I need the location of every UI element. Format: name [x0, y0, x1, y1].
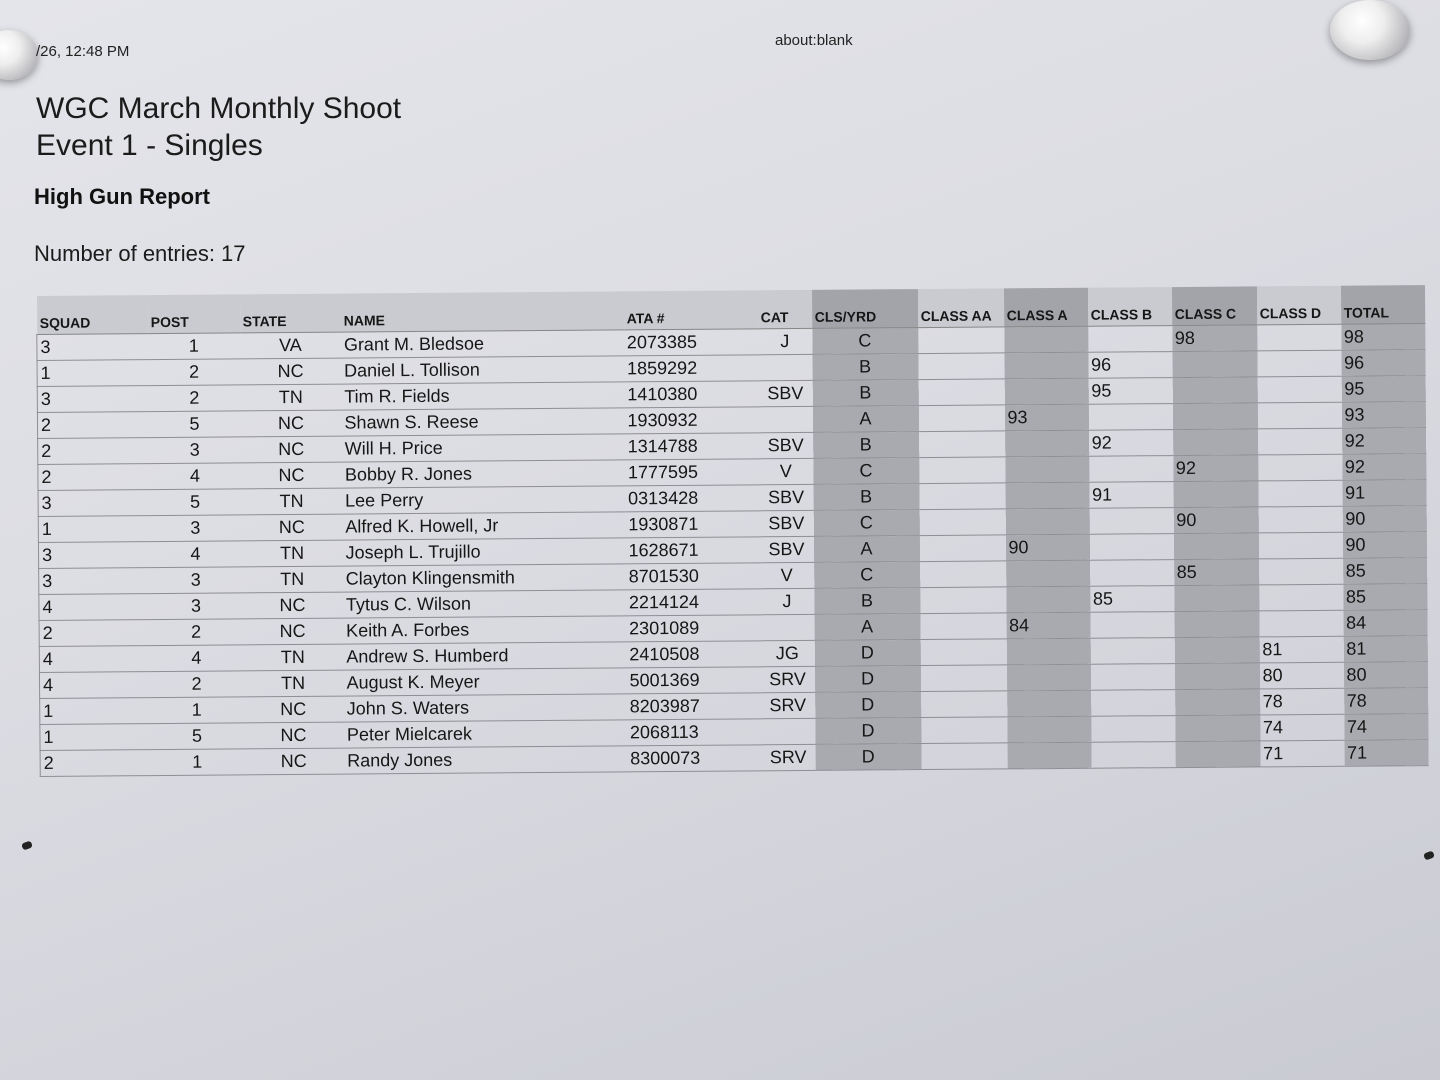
cell-class-d	[1258, 454, 1342, 481]
cell-post: 3	[150, 567, 242, 594]
cell-cls-yrd: B	[813, 484, 919, 511]
cell-class-b: 95	[1088, 378, 1172, 405]
cell-class-b	[1089, 508, 1173, 535]
col-ata: ATA #	[623, 290, 757, 330]
cell-class-c	[1173, 481, 1258, 508]
cell-class-b	[1089, 456, 1173, 483]
cell-cat	[760, 614, 814, 640]
cell-cat: SBV	[759, 484, 813, 510]
cell-name: Bobby R. Jones	[342, 460, 625, 488]
cell-total: 78	[1344, 688, 1428, 715]
cell-cat: SBV	[759, 536, 813, 562]
cell-cls-yrd: A	[814, 614, 920, 641]
print-datetime: /26, 12:48 PM	[36, 43, 130, 60]
cell-ata: 2410508	[626, 641, 760, 668]
cell-post: 2	[150, 671, 242, 698]
cell-name: Alfred K. Howell, Jr	[342, 512, 625, 540]
cell-name: Randy Jones	[344, 746, 627, 774]
cell-class-aa	[921, 743, 1007, 770]
cell-squad: 3	[37, 386, 148, 413]
entries-count: 17	[220, 241, 246, 266]
cell-cat: SBV	[759, 432, 813, 458]
cell-class-aa	[920, 587, 1006, 614]
cell-class-aa	[918, 327, 1004, 354]
cell-class-d	[1258, 428, 1342, 455]
cell-state: NC	[242, 592, 343, 619]
cell-name: Clayton Klingensmith	[343, 564, 626, 592]
cell-class-a	[1004, 352, 1088, 379]
cell-class-aa	[918, 405, 1004, 432]
cell-total: 81	[1343, 636, 1427, 663]
cell-total: 95	[1341, 376, 1425, 403]
cell-cls-yrd: B	[814, 588, 920, 615]
cell-cls-yrd: C	[813, 510, 919, 537]
cell-class-c	[1174, 663, 1259, 690]
cell-class-d	[1259, 584, 1343, 611]
cell-class-a	[1006, 638, 1090, 665]
cell-class-c	[1172, 403, 1257, 430]
cell-class-a: 90	[1005, 534, 1089, 561]
cell-state: TN	[242, 644, 343, 671]
cell-post: 2	[150, 619, 242, 646]
high-gun-table	[36, 285, 1428, 777]
cell-cat: SRV	[761, 692, 815, 718]
cell-class-d	[1257, 402, 1341, 429]
cell-ata: 0313428	[625, 485, 759, 512]
cell-ata: 1314788	[625, 433, 759, 460]
cell-state: TN	[242, 670, 343, 697]
cell-class-b: 92	[1089, 430, 1173, 457]
push-pin-icon	[1330, 0, 1410, 60]
cell-post: 4	[149, 463, 241, 490]
cell-ata: 2068113	[627, 719, 761, 746]
cell-class-a	[1005, 508, 1089, 535]
cell-post: 2	[148, 359, 240, 386]
cell-cls-yrd: C	[812, 328, 918, 355]
title-line-2: Event 1 - Singles	[36, 129, 263, 162]
cell-class-aa	[919, 457, 1005, 484]
cell-name: Joseph L. Trujillo	[342, 538, 625, 566]
cell-post: 1	[148, 333, 240, 360]
cell-class-aa	[918, 353, 1004, 380]
cell-squad: 1	[40, 724, 151, 751]
entries-count-line	[34, 241, 245, 267]
cell-state: NC	[242, 618, 343, 645]
cell-ata: 8203987	[627, 693, 761, 720]
table-body	[37, 324, 1428, 777]
cell-cat	[758, 354, 812, 380]
cell-class-c	[1175, 715, 1260, 742]
cell-cat: JG	[760, 640, 814, 666]
cell-total: 90	[1342, 532, 1426, 559]
col-cls-yrd: CLS/YRD	[811, 289, 917, 328]
cell-squad: 1	[37, 360, 148, 387]
cell-total: 92	[1342, 428, 1426, 455]
cell-total: 96	[1341, 350, 1425, 377]
cell-ata: 1930932	[624, 407, 758, 434]
cell-cls-yrd: C	[814, 562, 920, 589]
cell-post: 3	[149, 515, 241, 542]
report-name: High Gun Report	[34, 184, 210, 209]
title-line-1: WGC March Monthly Shoot	[36, 92, 402, 125]
cell-squad: 3	[38, 490, 149, 517]
cell-class-d	[1258, 480, 1342, 507]
cell-post: 1	[151, 697, 243, 724]
cell-post: 5	[148, 411, 240, 438]
cell-name: Tim R. Fields	[341, 382, 624, 410]
cell-squad: 1	[40, 698, 151, 725]
cell-total: 90	[1342, 506, 1426, 533]
cell-post: 4	[150, 645, 242, 672]
cell-class-aa	[918, 379, 1004, 406]
cell-cls-yrd: B	[812, 380, 918, 407]
cell-name: Andrew S. Humberd	[343, 642, 626, 670]
cell-class-b	[1088, 326, 1172, 353]
cell-cls-yrd: B	[813, 432, 919, 459]
cell-squad: 4	[39, 672, 150, 699]
cell-cat	[761, 718, 815, 744]
cell-class-d: 78	[1260, 688, 1344, 715]
cell-state: VA	[240, 332, 341, 359]
cell-cat: SBV	[759, 510, 813, 536]
cell-squad: 2	[39, 620, 150, 647]
cell-class-aa	[920, 639, 1006, 666]
cell-squad: 2	[37, 412, 148, 439]
entries-label: Number of entries:	[34, 241, 215, 266]
cell-class-a	[1005, 482, 1089, 509]
cell-squad: 1	[38, 516, 149, 543]
cell-class-d	[1259, 558, 1343, 585]
cell-state: TN	[241, 488, 342, 515]
cell-state: NC	[240, 358, 341, 385]
cell-class-c: 85	[1174, 559, 1259, 586]
cell-class-c	[1172, 377, 1257, 404]
cell-state: TN	[240, 384, 341, 411]
cell-post: 3	[149, 437, 241, 464]
cell-cls-yrd: D	[815, 718, 921, 745]
cell-class-b: 96	[1088, 352, 1172, 379]
cell-ata: 2301089	[626, 615, 760, 642]
cell-total: 85	[1343, 584, 1427, 611]
cell-class-c: 98	[1172, 325, 1257, 352]
cell-state: NC	[243, 748, 344, 775]
cell-cat: SBV	[758, 380, 812, 406]
cell-ata: 8701530	[626, 563, 760, 590]
cell-class-aa	[919, 483, 1005, 510]
print-url: about:blank	[775, 32, 853, 49]
cell-class-a	[1006, 586, 1090, 613]
cell-class-aa	[920, 665, 1006, 692]
col-post: POST	[147, 294, 239, 333]
cell-squad: 2	[38, 464, 149, 491]
cell-ata: 5001369	[626, 667, 760, 694]
cell-class-c: 92	[1173, 455, 1258, 482]
cell-class-c	[1175, 689, 1260, 716]
cell-post: 1	[151, 749, 243, 776]
cell-class-aa	[920, 561, 1006, 588]
cell-class-d	[1257, 324, 1341, 351]
tack-mark-icon	[1423, 851, 1435, 861]
cell-class-a: 93	[1004, 404, 1088, 431]
cell-class-d: 71	[1260, 740, 1344, 767]
cell-ata: 1628671	[625, 537, 759, 564]
cell-class-c	[1174, 585, 1259, 612]
cell-total: 85	[1343, 558, 1427, 585]
cell-ata: 1859292	[624, 355, 758, 382]
cell-name: John S. Waters	[344, 694, 627, 722]
cell-state: NC	[241, 514, 342, 541]
cell-class-b	[1091, 742, 1175, 769]
cell-cls-yrd: B	[812, 354, 918, 381]
cell-name: Will H. Price	[342, 434, 625, 462]
cell-ata: 1410380	[624, 381, 758, 408]
cell-cls-yrd: D	[815, 744, 921, 771]
cell-total: 91	[1342, 480, 1426, 507]
cell-squad: 3	[37, 334, 148, 361]
cell-state: TN	[241, 540, 342, 567]
cell-post: 3	[150, 593, 242, 620]
cell-squad: 2	[40, 750, 151, 777]
col-class-a: CLASS A	[1003, 288, 1087, 327]
cell-class-b	[1090, 560, 1174, 587]
push-pin-icon	[0, 30, 38, 80]
cell-name: Lee Perry	[342, 486, 625, 514]
cell-class-d	[1257, 350, 1341, 377]
cell-class-a	[1005, 430, 1089, 457]
cell-class-d: 80	[1259, 662, 1343, 689]
cell-cls-yrd: A	[813, 536, 919, 563]
cell-cls-yrd: D	[814, 640, 920, 667]
cell-squad: 3	[38, 542, 149, 569]
cell-state: NC	[241, 436, 342, 463]
col-class-aa: CLASS AA	[917, 288, 1003, 327]
cell-state: NC	[240, 410, 341, 437]
col-total: TOTAL	[1340, 285, 1424, 324]
cell-name: August K. Meyer	[343, 668, 626, 696]
cell-cat: V	[759, 458, 813, 484]
cell-class-aa	[919, 431, 1005, 458]
cell-total: 74	[1344, 714, 1428, 741]
cell-post: 4	[149, 541, 241, 568]
cell-class-d	[1257, 376, 1341, 403]
cell-class-a	[1006, 560, 1090, 587]
cell-class-a	[1005, 456, 1089, 483]
cell-class-c: 90	[1173, 507, 1258, 534]
cell-class-aa	[920, 613, 1006, 640]
cell-class-aa	[919, 509, 1005, 536]
cell-cat: SRV	[760, 666, 814, 692]
cell-name: Shawn S. Reese	[341, 408, 624, 436]
cell-class-d: 81	[1259, 636, 1343, 663]
cell-cat: SRV	[761, 744, 815, 770]
cell-class-b	[1090, 612, 1174, 639]
cell-squad: 2	[38, 438, 149, 465]
cell-squad: 4	[39, 594, 150, 621]
cell-cls-yrd: A	[812, 406, 918, 433]
cell-class-a	[1007, 716, 1091, 743]
col-name: NAME	[340, 291, 623, 332]
cell-class-a	[1004, 326, 1088, 353]
cell-class-a	[1006, 664, 1090, 691]
cell-class-b	[1090, 664, 1174, 691]
cell-cat	[758, 406, 812, 432]
cell-class-c	[1173, 429, 1258, 456]
cell-ata: 1930871	[625, 511, 759, 538]
cell-class-c	[1175, 741, 1260, 768]
cell-post: 5	[149, 489, 241, 516]
cell-cls-yrd: C	[813, 458, 919, 485]
cell-class-d: 74	[1260, 714, 1344, 741]
cell-state: NC	[243, 722, 344, 749]
cell-state: TN	[242, 566, 343, 593]
cell-class-c	[1173, 533, 1258, 560]
cell-class-c	[1172, 351, 1257, 378]
cell-name: Peter Mielcarek	[344, 720, 627, 748]
cell-ata: 8300073	[627, 745, 761, 772]
cell-ata: 1777595	[625, 459, 759, 486]
cell-name: Grant M. Bledsoe	[341, 330, 624, 358]
cell-class-b	[1091, 716, 1175, 743]
cell-class-c	[1174, 637, 1259, 664]
col-class-b: CLASS B	[1087, 287, 1171, 326]
cell-class-d	[1258, 532, 1342, 559]
cell-class-d	[1258, 506, 1342, 533]
cell-cat: J	[758, 328, 812, 354]
col-squad: SQUAD	[36, 295, 147, 334]
cell-name: Daniel L. Tollison	[341, 356, 624, 384]
cell-post: 2	[148, 385, 240, 412]
cell-class-a	[1007, 742, 1091, 769]
cell-state: NC	[243, 696, 344, 723]
cell-cat: J	[760, 588, 814, 614]
cell-total: 71	[1344, 740, 1428, 767]
cell-class-d	[1259, 610, 1343, 637]
cell-total: 80	[1343, 662, 1427, 689]
cell-class-b	[1091, 690, 1175, 717]
cell-class-b	[1088, 404, 1172, 431]
col-cat: CAT	[757, 290, 811, 329]
col-class-c: CLASS C	[1171, 286, 1256, 325]
cell-total: 84	[1343, 610, 1427, 637]
cell-state: NC	[241, 462, 342, 489]
cell-class-b	[1090, 638, 1174, 665]
cell-ata: 2214124	[626, 589, 760, 616]
cell-squad: 3	[39, 568, 150, 595]
cell-name: Tytus C. Wilson	[343, 590, 626, 618]
cell-class-c	[1174, 611, 1259, 638]
cell-cat: V	[760, 562, 814, 588]
tack-mark-icon	[21, 841, 33, 851]
col-class-d: CLASS D	[1256, 286, 1340, 325]
col-state: STATE	[239, 294, 340, 333]
cell-total: 92	[1342, 454, 1426, 481]
cell-class-a: 84	[1006, 612, 1090, 639]
cell-cls-yrd: D	[815, 692, 921, 719]
cell-cls-yrd: D	[814, 666, 920, 693]
cell-class-b	[1089, 534, 1173, 561]
cell-squad: 4	[39, 646, 150, 673]
cell-name: Keith A. Forbes	[343, 616, 626, 644]
cell-class-b: 85	[1090, 586, 1174, 613]
cell-post: 5	[151, 723, 243, 750]
cell-class-aa	[919, 535, 1005, 562]
cell-class-a	[1004, 378, 1088, 405]
cell-total: 93	[1341, 402, 1425, 429]
cell-class-a	[1007, 690, 1091, 717]
cell-ata: 2073385	[624, 329, 758, 356]
cell-class-aa	[921, 717, 1007, 744]
cell-class-aa	[921, 691, 1007, 718]
cell-total: 98	[1341, 324, 1425, 351]
report-title	[36, 90, 401, 164]
cell-class-b: 91	[1089, 482, 1173, 509]
